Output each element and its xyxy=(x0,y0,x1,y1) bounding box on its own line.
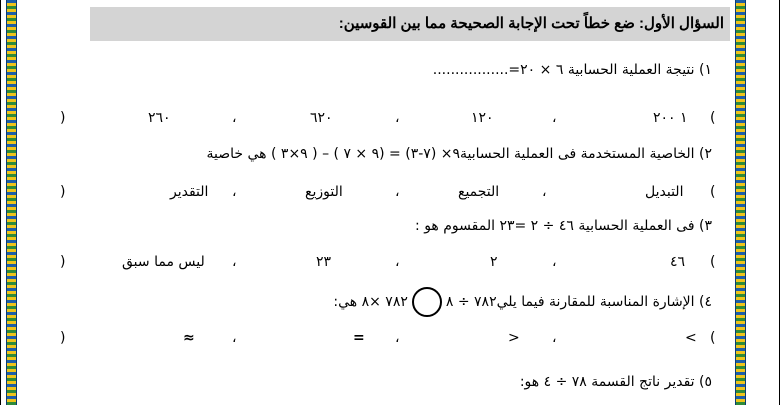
decorative-border-right xyxy=(735,0,746,405)
worksheet xyxy=(20,0,732,405)
question-4-text-end: ٧٨٢ ×٨ هي: xyxy=(333,294,408,310)
option[interactable]: > xyxy=(508,330,520,346)
separator: ، xyxy=(395,254,400,270)
open-paren: ) xyxy=(60,110,66,126)
separator: ، xyxy=(552,330,557,346)
separator: ، xyxy=(552,254,557,270)
option[interactable]: ≈ xyxy=(183,330,195,346)
separator: ، xyxy=(232,110,237,126)
close-paren: ( xyxy=(710,330,716,346)
separator: ، xyxy=(395,110,400,126)
option[interactable]: ليس مما سبق xyxy=(122,254,205,270)
question-4 xyxy=(333,287,712,317)
question-1: ١) نتيجة العملية الحسابية ٦ × ٢٠=................. xyxy=(432,62,712,78)
option[interactable]: التوزيع xyxy=(305,184,343,200)
open-paren: ) xyxy=(60,254,66,270)
question-1-options xyxy=(20,110,732,130)
option[interactable]: التقدير xyxy=(170,184,209,200)
option[interactable]: ١٢٠ xyxy=(471,110,494,126)
question-5: ٥) تقدير ناتج القسمة ٧٨ ÷ ٤ هو: xyxy=(519,374,712,390)
option[interactable]: = xyxy=(353,330,365,346)
option[interactable]: التجميع xyxy=(458,184,500,200)
question-4-text-start: ٤) الإشارة المناسبة للمقارنة فيما يلي٧٨٢ ÷ ٨ xyxy=(445,294,712,310)
question-header: السؤال الأول: ضع خطاً تحت الإجابة الصحيحة مما بين القوسين: xyxy=(90,7,730,41)
question-2-options xyxy=(20,184,732,204)
option[interactable]: ٢٣ xyxy=(316,254,332,270)
question-2: ٢) الخاصية المستخدمة فى العملية الحسابية٩× (٧-٣) = (٩ × ٧ ) – ( ٩×٣ ) هي خاصية xyxy=(206,146,712,162)
page-edge-left xyxy=(0,0,1,405)
question-4-options xyxy=(20,330,732,350)
decorative-border-left xyxy=(6,0,17,405)
separator: ، xyxy=(232,254,237,270)
option[interactable]: ٢ xyxy=(490,254,498,270)
close-paren: ( xyxy=(710,110,716,126)
question-3: ٣) فى العملية الحسابية ٤٦ ÷ ٢ =٢٣ المقسوم هو : xyxy=(415,218,712,234)
separator: ، xyxy=(395,330,400,346)
option[interactable]: التبديل xyxy=(645,184,684,200)
option[interactable]: ٢٦٠ xyxy=(148,110,171,126)
option[interactable]: ١ ٢٠٠ xyxy=(653,110,688,126)
question-3-options xyxy=(20,254,732,274)
separator: ، xyxy=(552,110,557,126)
option[interactable]: ٦٢٠ xyxy=(310,110,333,126)
separator: ، xyxy=(395,184,400,200)
open-paren: ) xyxy=(60,330,66,346)
option[interactable]: ٤٦ xyxy=(670,254,686,270)
answer-circle[interactable] xyxy=(412,287,442,317)
open-paren: ) xyxy=(60,184,66,200)
separator: ، xyxy=(232,184,237,200)
separator: ، xyxy=(542,184,547,200)
separator: ، xyxy=(232,330,237,346)
close-paren: ( xyxy=(710,184,716,200)
option[interactable]: < xyxy=(685,330,697,346)
close-paren: ( xyxy=(710,254,716,270)
